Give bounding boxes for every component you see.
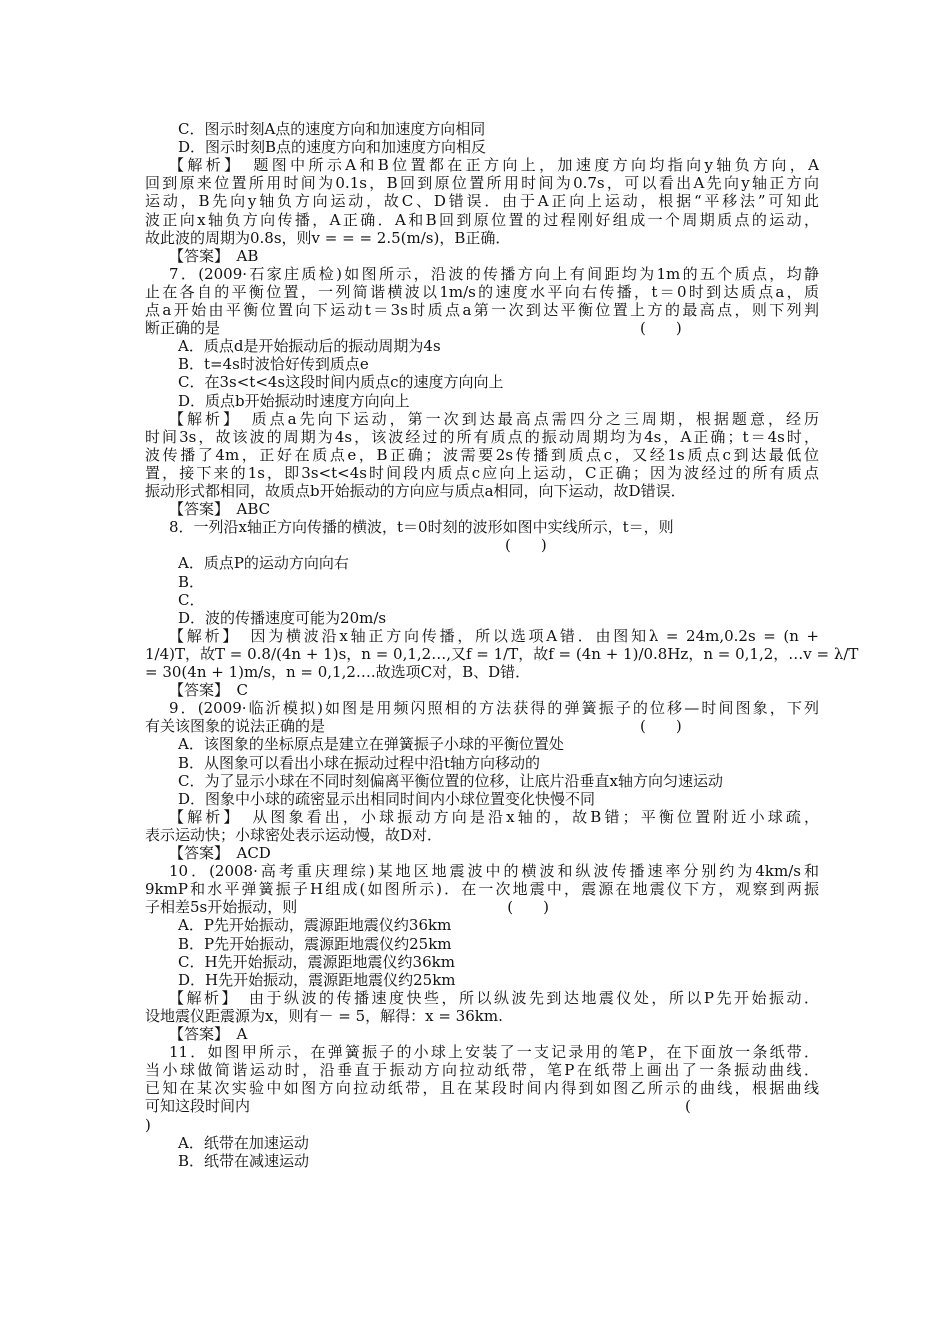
text-line: 回到原来位置所用时间为0.1s，B回到原位置所用时间为0.7s，可以看出A先向y轴正方向	[145, 174, 819, 192]
text-line: A．P先开始振动，震源距地震仪约36km	[178, 916, 452, 934]
text-line: B．纸带在减速运动	[178, 1152, 310, 1170]
text-line: 7．(2009·石家庄质检)如图所示，沿波的传播方向上有间距均为1m的五个质点，均静	[169, 265, 819, 283]
text-line: 波正向x轴负方向传播，A正确．A和B回到原位置的过程刚好组成一个周期质点的运动，	[145, 211, 819, 229]
text-line: C．在3s<t<4s这段时间内质点c的速度方向向上	[178, 373, 504, 391]
text-line: 【答案】 ABC	[169, 500, 271, 518]
text-line: 10．(2008·高考重庆理综)某地区地震波中的横波和纵波传播速率分别约为4km/s和	[169, 862, 819, 880]
text-line: D．H先开始振动，震源距地震仪约25km	[178, 971, 456, 989]
text-line: 【解析】 因为横波沿x轴正方向传播，所以选项A错．由图知λ = 24m,0.2s = (n +	[169, 627, 819, 645]
text-line: 点a开始由平衡位置向下运动t＝3s时质点a第一次到达平衡位置上方的最高点，则下列判	[145, 301, 819, 319]
text-line: B．t=4s时波恰好传到质点e	[178, 355, 369, 373]
text-line: 【答案】 AB	[169, 247, 259, 265]
text-line: D．质点b开始振动时速度方向向上	[178, 392, 410, 410]
text-line: C．H先开始振动，震源距地震仪约36km	[178, 953, 455, 971]
text-line: C．图示时刻A点的速度方向和加速度方向相同	[178, 120, 486, 138]
text-line: 故此波的周期为0.8s，则v = = = 2.5(m/s)，B正确．	[145, 229, 511, 247]
text-line: 当小球做简谐运动时，沿垂直于振动方向拉动纸带，笔P在纸带上画出了一条振动曲线．	[145, 1061, 819, 1079]
text-line: D．波的传播速度可能为20m/s	[178, 609, 387, 627]
text-line: 8．一列沿x轴正方向传播的横波，t＝0时刻的波形如图中实线所示，t＝，则	[169, 518, 674, 536]
text-line: 【答案】 C	[169, 681, 248, 699]
text-line: 时间3s，故该波的周期为4s，该波经过的所有质点的振动周期均为4s，A正确；t＝4s时，	[145, 428, 819, 446]
text-line: 9kmP和水平弹簧振子H组成(如图所示)．在一次地震中，震源在地震仪下方，观察到两振	[145, 880, 819, 898]
text-line: 有关该图象的说法正确的是 ( )	[145, 717, 682, 735]
text-line: ( )	[145, 536, 547, 554]
text-line: 【解析】 质点a先向下运动，第一次到达最高点需四分之三周期，根据题意，经历	[169, 410, 819, 428]
text-line: 振动形式都相同，故质点b开始振动的方向应与质点a相同，向下运动，故D错误．	[145, 482, 686, 500]
text-line: 已知在某次实验中如图方向拉动纸带，且在某段时间内得到如图乙所示的曲线，根据曲线	[145, 1079, 819, 1097]
text-line: C．	[178, 591, 205, 609]
text-line: = 30(4n + 1)m/s，n = 0,1,2….故选项C对，B、D错．	[145, 663, 531, 681]
text-line: 【解析】 由于纵波的传播速度快些，所以纵波先到达地震仪处，所以P先开始振动．	[169, 989, 819, 1007]
text-line: 运动，B先向y轴负方向运动，故C、D错误．由于A正向上运动，根据“平移法”可知此	[145, 192, 819, 210]
text-line: 设地震仪距震源为x，则有－ = 5，解得：x = 36km.	[145, 1007, 503, 1025]
text-line: 11．如图甲所示，在弹簧振子的小球上安装了一支记录用的笔P，在下面放一条纸带．	[169, 1043, 819, 1061]
text-line: 置，接下来的1s，即3s<t<4s时间段内质点c应向上运动，C正确；因为波经过的所有质点	[145, 464, 819, 482]
text-line: )	[145, 1116, 151, 1134]
text-line: A．质点P的运动方向向右	[178, 554, 349, 572]
text-line: 1/4)T，故T = 0.8/(4n + 1)s，n = 0,1,2…,又f = 1/T，故f = (4n + 1)/0.8Hz，n = 0,1,2，…v = λ/T	[145, 645, 859, 663]
text-line: 【解析】 从图象看出，小球振动方向是沿x轴的，故B错；平衡位置附近小球疏，	[169, 808, 819, 826]
text-line: D．图象中小球的疏密显示出相同时间内小球位置变化快慢不同	[178, 790, 596, 808]
text-line: 止在各自的平衡位置，一列简谐横波以1m/s的速度水平向右传播，t＝0时到达质点a，质	[145, 283, 819, 301]
text-line: A．质点d是开始振动后的振动周期为4s	[178, 337, 441, 355]
text-line: B．从图象可以看出小球在振动过程中沿t轴方向移动的	[178, 754, 541, 772]
text-line: 9．(2009·临沂模拟)如图是用频闪照相的方法获得的弹簧振子的位移—时间图象，下列	[169, 699, 819, 717]
text-line: 波传播了4m，正好在质点e，B正确；波需要2s传播到质点c，又经1s质点c到达最低位	[145, 446, 819, 464]
text-line: D．图示时刻B点的速度方向和加速度方向相反	[178, 138, 487, 156]
text-line: C．为了显示小球在不同时刻偏离平衡位置的位移，让底片沿垂直x轴方向匀速运动	[178, 772, 723, 790]
text-line: B．P先开始振动，震源距地震仪约25km	[178, 935, 452, 953]
text-line: A．纸带在加速运动	[178, 1134, 309, 1152]
text-line: A．该图象的坐标原点是建立在弹簧振子小球的平衡位置处	[178, 735, 564, 753]
text-line: 表示运动快；小球密处表示运动慢，故D对．	[145, 826, 443, 844]
text-line: 【解析】 题图中所示A和B位置都在正方向上，加速度方向均指向y轴负方向，A	[169, 156, 819, 174]
text-line: 断正确的是 ( )	[145, 319, 682, 337]
text-line: 【答案】 A	[169, 1025, 248, 1043]
text-line: 可知这段时间内 (	[145, 1097, 691, 1115]
text-line: 子相差5s开始振动，则 ( )	[145, 898, 549, 916]
text-line: B．	[178, 573, 205, 591]
text-line: 【答案】 ACD	[169, 844, 271, 862]
